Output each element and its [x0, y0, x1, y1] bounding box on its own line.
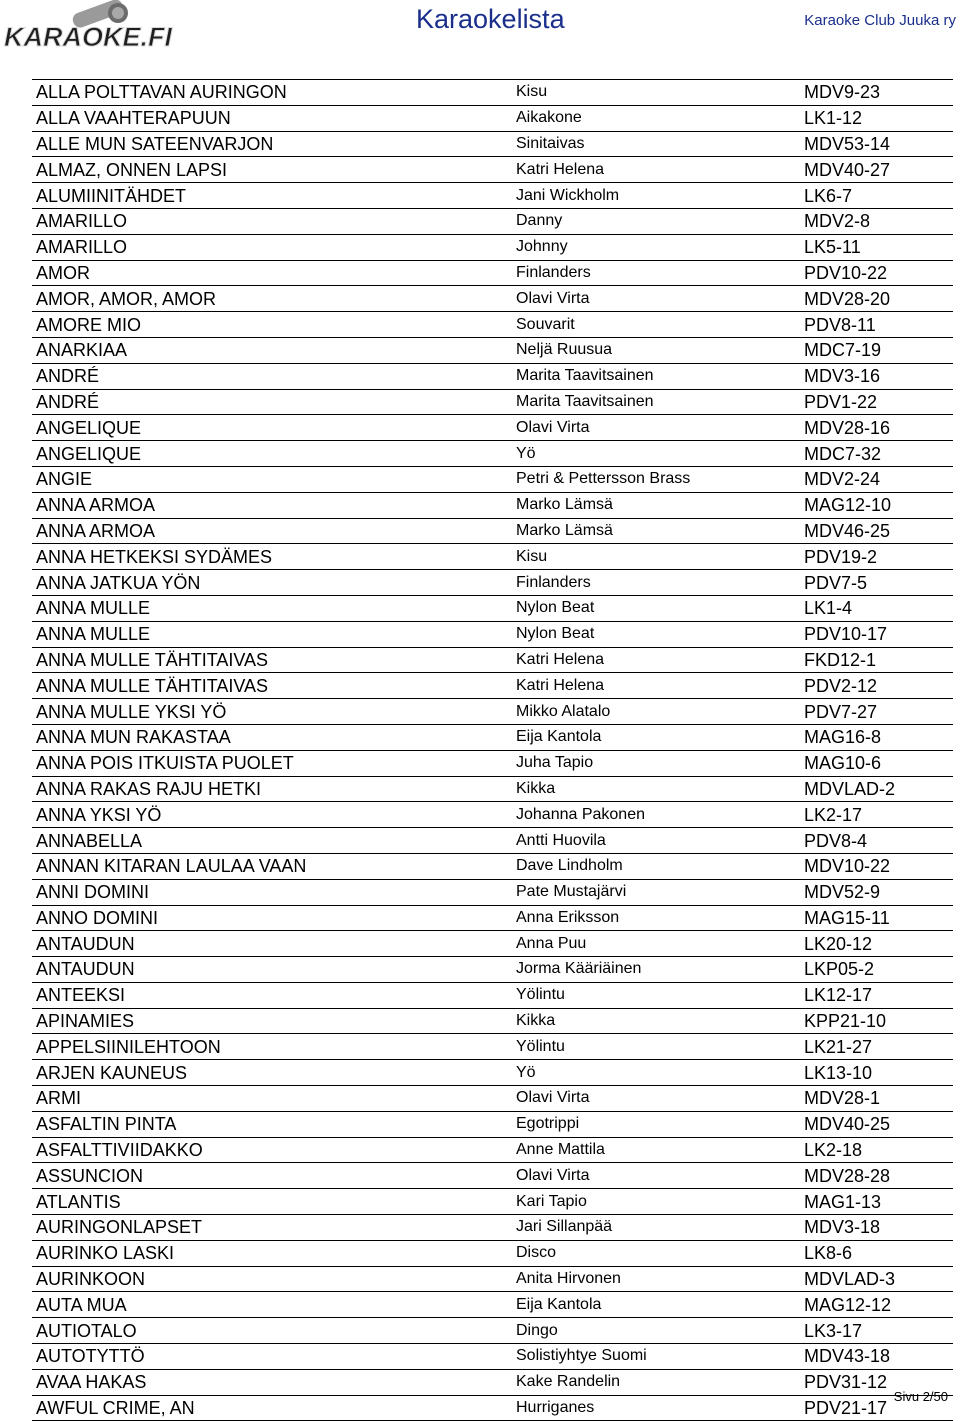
- song-title: AMARILLO: [32, 234, 512, 260]
- song-artist: Yölintu: [512, 982, 800, 1008]
- song-code: MDV28-16: [800, 415, 953, 441]
- song-artist: Finlanders: [512, 260, 800, 286]
- table-row: [32, 131, 953, 157]
- song-code: MAG15-11: [800, 905, 953, 931]
- table-row: [32, 647, 953, 673]
- table-row: [32, 957, 953, 983]
- song-artist: Marita Taavitsainen: [512, 363, 800, 389]
- song-artist: Kake Randelin: [512, 1369, 800, 1395]
- table-row: [32, 931, 953, 957]
- song-code: MDV53-14: [800, 131, 953, 157]
- song-code: LK1-4: [800, 595, 953, 621]
- song-code: MDV2-24: [800, 466, 953, 492]
- song-title: ANNA HETKEKSI SYDÄMES: [32, 544, 512, 570]
- song-code: MDV28-20: [800, 286, 953, 312]
- song-code: LK12-17: [800, 982, 953, 1008]
- song-code: LK2-17: [800, 802, 953, 828]
- song-code: PDV21-17: [800, 1395, 953, 1421]
- table-row: [32, 337, 953, 363]
- song-artist: Danny: [512, 208, 800, 234]
- song-title: AUTIOTALO: [32, 1318, 512, 1344]
- song-title: AMOR, AMOR, AMOR: [32, 286, 512, 312]
- song-artist: Yölintu: [512, 1034, 800, 1060]
- table-row: [32, 570, 953, 596]
- table-row: [32, 982, 953, 1008]
- page-header: [0, 0, 960, 60]
- song-artist: Solistiyhtye Suomi: [512, 1344, 800, 1370]
- table-row: [32, 389, 953, 415]
- table-row: [32, 905, 953, 931]
- song-title: ANNA MULLE YKSI YÖ: [32, 699, 512, 725]
- table-row: [32, 286, 953, 312]
- table-row: [32, 1292, 953, 1318]
- song-code: MDV3-18: [800, 1215, 953, 1241]
- table-row: [32, 80, 953, 106]
- song-code: PDV8-11: [800, 312, 953, 338]
- club-name: Karaoke Club Juuka ry: [804, 12, 956, 29]
- song-artist: Marko Lämsä: [512, 518, 800, 544]
- song-title: ANNO DOMINI: [32, 905, 512, 931]
- song-code: MDV40-25: [800, 1111, 953, 1137]
- table-row: [32, 234, 953, 260]
- table-row: [32, 802, 953, 828]
- song-artist: Anna Puu: [512, 931, 800, 957]
- song-code: MDV40-27: [800, 157, 953, 183]
- song-artist: Katri Helena: [512, 647, 800, 673]
- song-title: APPELSIINILEHTOON: [32, 1034, 512, 1060]
- song-code: PDV1-22: [800, 389, 953, 415]
- table-row: [32, 1034, 953, 1060]
- table-row: [32, 183, 953, 209]
- song-title: ANGIE: [32, 466, 512, 492]
- table-row: [32, 853, 953, 879]
- song-artist: Olavi Virta: [512, 415, 800, 441]
- song-title: AWFUL CRIME, AN: [32, 1395, 512, 1421]
- song-title: AMORE MIO: [32, 312, 512, 338]
- song-artist: Sinitaivas: [512, 131, 800, 157]
- table-row: [32, 105, 953, 131]
- song-artist: Kari Tapio: [512, 1189, 800, 1215]
- song-artist: Marita Taavitsainen: [512, 389, 800, 415]
- microphone-logo-icon: [2, 2, 172, 52]
- table-row: [32, 518, 953, 544]
- song-title: ANNA MULLE: [32, 595, 512, 621]
- song-title: ASSUNCION: [32, 1163, 512, 1189]
- song-artist: Jari Sillanpää: [512, 1215, 800, 1241]
- song-title: AMOR: [32, 260, 512, 286]
- song-title: ANNA YKSI YÖ: [32, 802, 512, 828]
- song-artist: Anna Eriksson: [512, 905, 800, 931]
- table-row: [32, 673, 953, 699]
- song-title: AMARILLO: [32, 208, 512, 234]
- song-title: APINAMIES: [32, 1008, 512, 1034]
- song-code: PDV19-2: [800, 544, 953, 570]
- logo-text: KARAOKE.FI: [4, 22, 172, 52]
- song-title: ANTAUDUN: [32, 957, 512, 983]
- song-title: ANNA MULLE TÄHTITAIVAS: [32, 647, 512, 673]
- song-code: MDV28-28: [800, 1163, 953, 1189]
- song-code: MAG10-6: [800, 750, 953, 776]
- song-artist: Dingo: [512, 1318, 800, 1344]
- song-title: ALMAZ, ONNEN LAPSI: [32, 157, 512, 183]
- song-list-body: [32, 80, 953, 1421]
- song-code: LK3-17: [800, 1318, 953, 1344]
- table-row: [32, 157, 953, 183]
- table-row: [32, 363, 953, 389]
- song-code: PDV10-22: [800, 260, 953, 286]
- song-artist: Kisu: [512, 80, 800, 106]
- song-title: ANNA POIS ITKUISTA PUOLET: [32, 750, 512, 776]
- song-artist: Jorma Kääriäinen: [512, 957, 800, 983]
- table-row: [32, 1008, 953, 1034]
- song-title: ANNA MUN RAKASTAA: [32, 724, 512, 750]
- song-title: ASFALTTIVIIDAKKO: [32, 1137, 512, 1163]
- song-code: MDVLAD-2: [800, 776, 953, 802]
- song-title: AUTA MUA: [32, 1292, 512, 1318]
- song-artist: Yö: [512, 441, 800, 467]
- song-title: ANTAUDUN: [32, 931, 512, 957]
- song-code: LK5-11: [800, 234, 953, 260]
- table-row: [32, 1111, 953, 1137]
- song-title: AURINKOON: [32, 1266, 512, 1292]
- table-row: [32, 1137, 953, 1163]
- song-code: LK8-6: [800, 1240, 953, 1266]
- table-row: [32, 724, 953, 750]
- song-artist: Hurriganes: [512, 1395, 800, 1421]
- table-row: [32, 595, 953, 621]
- table-row: [32, 1395, 953, 1421]
- song-code: MDC7-32: [800, 441, 953, 467]
- song-title: ANTEEKSI: [32, 982, 512, 1008]
- song-code: LK13-10: [800, 1060, 953, 1086]
- song-code: PDV2-12: [800, 673, 953, 699]
- song-artist: Mikko Alatalo: [512, 699, 800, 725]
- song-artist: Katri Helena: [512, 673, 800, 699]
- song-artist: Eija Kantola: [512, 724, 800, 750]
- song-artist: Eija Kantola: [512, 1292, 800, 1318]
- table-row: [32, 1189, 953, 1215]
- song-code: LK2-18: [800, 1137, 953, 1163]
- song-artist: Dave Lindholm: [512, 853, 800, 879]
- song-title: AUTOTYTTÖ: [32, 1344, 512, 1370]
- song-title: ANARKIAA: [32, 337, 512, 363]
- song-title: ALUMIINITÄHDET: [32, 183, 512, 209]
- table-row: [32, 208, 953, 234]
- song-title: ANNA ARMOA: [32, 492, 512, 518]
- song-title: AURINGONLAPSET: [32, 1215, 512, 1241]
- song-code: PDV31-12: [800, 1369, 953, 1395]
- song-title: ANNI DOMINI: [32, 879, 512, 905]
- song-code: MDV9-23: [800, 80, 953, 106]
- song-code: MDV52-9: [800, 879, 953, 905]
- table-row: [32, 1318, 953, 1344]
- song-title: ALLE MUN SATEENVARJON: [32, 131, 512, 157]
- song-code: PDV8-4: [800, 828, 953, 854]
- table-row: [32, 1086, 953, 1112]
- song-code: MDV10-22: [800, 853, 953, 879]
- song-title: AURINKO LASKI: [32, 1240, 512, 1266]
- song-artist: Johanna Pakonen: [512, 802, 800, 828]
- song-code: MAG1-13: [800, 1189, 953, 1215]
- table-row: [32, 1060, 953, 1086]
- table-row: [32, 492, 953, 518]
- song-title: ANDRÉ: [32, 363, 512, 389]
- table-row: [32, 828, 953, 854]
- song-code: LK20-12: [800, 931, 953, 957]
- table-row: [32, 260, 953, 286]
- song-code: PDV10-17: [800, 621, 953, 647]
- table-row: [32, 621, 953, 647]
- song-title: ANNA MULLE TÄHTITAIVAS: [32, 673, 512, 699]
- song-artist: Souvarit: [512, 312, 800, 338]
- song-artist: Neljä Ruusua: [512, 337, 800, 363]
- song-code: MDC7-19: [800, 337, 953, 363]
- song-code: MDV43-18: [800, 1344, 953, 1370]
- song-artist: Finlanders: [512, 570, 800, 596]
- song-artist: Egotrippi: [512, 1111, 800, 1137]
- song-title: AVAA HAKAS: [32, 1369, 512, 1395]
- song-artist: Kikka: [512, 1008, 800, 1034]
- song-code: PDV7-27: [800, 699, 953, 725]
- song-title: ANDRÉ: [32, 389, 512, 415]
- song-title: ARMI: [32, 1086, 512, 1112]
- song-title: ASFALTIN PINTA: [32, 1111, 512, 1137]
- song-code: MDV3-16: [800, 363, 953, 389]
- table-row: [32, 466, 953, 492]
- song-title: ANNA MULLE: [32, 621, 512, 647]
- song-code: MAG12-10: [800, 492, 953, 518]
- song-artist: Olavi Virta: [512, 286, 800, 312]
- song-artist: Jani Wickholm: [512, 183, 800, 209]
- song-title: ANNABELLA: [32, 828, 512, 854]
- song-code: LK21-27: [800, 1034, 953, 1060]
- song-artist: Yö: [512, 1060, 800, 1086]
- song-code: MDV46-25: [800, 518, 953, 544]
- song-title: ANGELIQUE: [32, 415, 512, 441]
- song-title: ANNA JATKUA YÖN: [32, 570, 512, 596]
- song-title: ATLANTIS: [32, 1189, 512, 1215]
- song-code: LK1-12: [800, 105, 953, 131]
- song-artist: Olavi Virta: [512, 1086, 800, 1112]
- song-artist: Olavi Virta: [512, 1163, 800, 1189]
- song-artist: Disco: [512, 1240, 800, 1266]
- table-row: [32, 544, 953, 570]
- song-code: MAG16-8: [800, 724, 953, 750]
- table-row: [32, 1369, 953, 1395]
- song-code: FKD12-1: [800, 647, 953, 673]
- song-code: LKP05-2: [800, 957, 953, 983]
- song-artist: Nylon Beat: [512, 621, 800, 647]
- song-artist: Petri & Pettersson Brass: [512, 466, 800, 492]
- table-row: [32, 1163, 953, 1189]
- table-row: [32, 441, 953, 467]
- table-row: [32, 1215, 953, 1241]
- song-artist: Kisu: [512, 544, 800, 570]
- song-title: ANNAN KITARAN LAULAA VAAN: [32, 853, 512, 879]
- song-code: PDV7-5: [800, 570, 953, 596]
- table-row: [32, 750, 953, 776]
- song-code: MAG12-12: [800, 1292, 953, 1318]
- song-artist: Kikka: [512, 776, 800, 802]
- song-title: ALLA VAAHTERAPUUN: [32, 105, 512, 131]
- song-artist: Nylon Beat: [512, 595, 800, 621]
- song-artist: Pate Mustajärvi: [512, 879, 800, 905]
- song-code: KPP21-10: [800, 1008, 953, 1034]
- song-list-table: [32, 79, 953, 1421]
- page-number: Sivu 2/50: [893, 1389, 948, 1404]
- song-artist: Johnny: [512, 234, 800, 260]
- karaoke-logo: [2, 2, 172, 52]
- table-row: [32, 415, 953, 441]
- song-artist: Marko Lämsä: [512, 492, 800, 518]
- table-row: [32, 1240, 953, 1266]
- table-row: [32, 312, 953, 338]
- song-code: MDV28-1: [800, 1086, 953, 1112]
- song-artist: Juha Tapio: [512, 750, 800, 776]
- table-row: [32, 1344, 953, 1370]
- song-title: ANNA RAKAS RAJU HETKI: [32, 776, 512, 802]
- song-code: MDVLAD-3: [800, 1266, 953, 1292]
- song-artist: Katri Helena: [512, 157, 800, 183]
- song-artist: Anita Hirvonen: [512, 1266, 800, 1292]
- song-artist: Anne Mattila: [512, 1137, 800, 1163]
- song-title: ARJEN KAUNEUS: [32, 1060, 512, 1086]
- song-artist: Antti Huovila: [512, 828, 800, 854]
- table-row: [32, 1266, 953, 1292]
- song-title: ANNA ARMOA: [32, 518, 512, 544]
- song-artist: Aikakone: [512, 105, 800, 131]
- song-code: LK6-7: [800, 183, 953, 209]
- page-title: Karaokelista: [416, 4, 565, 34]
- song-code: MDV2-8: [800, 208, 953, 234]
- table-row: [32, 776, 953, 802]
- song-title: ANGELIQUE: [32, 441, 512, 467]
- table-row: [32, 699, 953, 725]
- table-row: [32, 879, 953, 905]
- song-title: ALLA POLTTAVAN AURINGON: [32, 80, 512, 106]
